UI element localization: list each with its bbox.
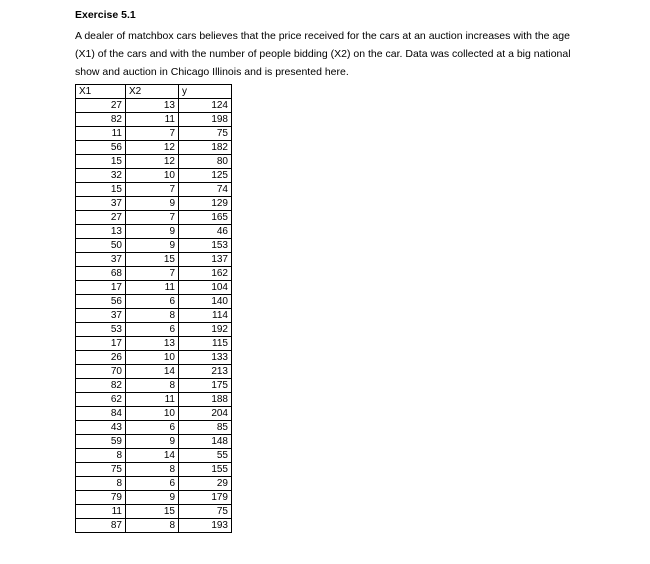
- data-table-container: [75, 84, 232, 533]
- cell-y: 114: [179, 309, 232, 323]
- cell-x2: 11: [126, 281, 179, 295]
- table-row: [76, 127, 232, 141]
- cell-x2: 13: [126, 99, 179, 113]
- cell-y: 115: [179, 337, 232, 351]
- table-row: [76, 505, 232, 519]
- cell-y: 193: [179, 519, 232, 533]
- cell-y: 140: [179, 295, 232, 309]
- cell-x2: 9: [126, 239, 179, 253]
- cell-x1: 11: [76, 127, 126, 141]
- cell-x2: 6: [126, 477, 179, 491]
- cell-y: 198: [179, 113, 232, 127]
- cell-x2: 9: [126, 225, 179, 239]
- cell-x1: 17: [76, 337, 126, 351]
- cell-x1: 59: [76, 435, 126, 449]
- table-row: [76, 379, 232, 393]
- cell-y: 75: [179, 127, 232, 141]
- exercise-title: Exercise 5.1: [75, 9, 136, 21]
- cell-x1: 68: [76, 267, 126, 281]
- cell-x1: 50: [76, 239, 126, 253]
- table-row: [76, 421, 232, 435]
- cell-x2: 6: [126, 295, 179, 309]
- table-row: [76, 393, 232, 407]
- cell-y: 104: [179, 281, 232, 295]
- cell-x1: 53: [76, 323, 126, 337]
- cell-y: 75: [179, 505, 232, 519]
- cell-y: 162: [179, 267, 232, 281]
- column-header-x2: X2: [126, 85, 179, 99]
- cell-x2: 15: [126, 253, 179, 267]
- cell-y: 133: [179, 351, 232, 365]
- cell-x1: 87: [76, 519, 126, 533]
- table-row: [76, 141, 232, 155]
- table-row: [76, 295, 232, 309]
- cell-x2: 9: [126, 435, 179, 449]
- cell-x1: 27: [76, 211, 126, 225]
- exercise-description: A dealer of matchbox cars believes that the price received for the cars at an auction increases with the age (X1) of the cars and with the number of people bidding (X2) on the car. Data was collected at a big national show and auction in Chicago Illinois and is presented here.: [75, 30, 571, 78]
- cell-x1: 37: [76, 197, 126, 211]
- cell-y: 148: [179, 435, 232, 449]
- cell-y: 182: [179, 141, 232, 155]
- cell-x1: 56: [76, 141, 126, 155]
- table-row: [76, 183, 232, 197]
- cell-y: 74: [179, 183, 232, 197]
- table-row: [76, 435, 232, 449]
- cell-x1: 15: [76, 155, 126, 169]
- cell-y: 153: [179, 239, 232, 253]
- cell-y: 124: [179, 99, 232, 113]
- cell-x1: 32: [76, 169, 126, 183]
- cell-x1: 17: [76, 281, 126, 295]
- cell-x2: 8: [126, 519, 179, 533]
- table-row: [76, 477, 232, 491]
- data-table: [75, 84, 232, 533]
- cell-x1: 11: [76, 505, 126, 519]
- table-row: [76, 463, 232, 477]
- cell-x2: 14: [126, 365, 179, 379]
- cell-x2: 15: [126, 505, 179, 519]
- document-page: [75, 8, 635, 531]
- cell-y: 213: [179, 365, 232, 379]
- cell-x2: 7: [126, 127, 179, 141]
- cell-x2: 10: [126, 351, 179, 365]
- cell-x1: 13: [76, 225, 126, 239]
- table-row: [76, 239, 232, 253]
- table-row: [76, 253, 232, 267]
- cell-x2: 7: [126, 267, 179, 281]
- table-row: [76, 309, 232, 323]
- table-row: [76, 323, 232, 337]
- cell-x2: 12: [126, 141, 179, 155]
- table-row: [76, 519, 232, 533]
- table-row: [76, 211, 232, 225]
- cell-x2: 9: [126, 491, 179, 505]
- cell-x1: 27: [76, 99, 126, 113]
- table-row: [76, 337, 232, 351]
- table-row: [76, 407, 232, 421]
- cell-y: 29: [179, 477, 232, 491]
- table-row: [76, 351, 232, 365]
- cell-x1: 15: [76, 183, 126, 197]
- cell-y: 188: [179, 393, 232, 407]
- cell-y: 179: [179, 491, 232, 505]
- cell-x1: 70: [76, 365, 126, 379]
- cell-x2: 9: [126, 197, 179, 211]
- cell-x2: 11: [126, 393, 179, 407]
- cell-x2: 10: [126, 407, 179, 421]
- cell-x2: 8: [126, 463, 179, 477]
- cell-y: 46: [179, 225, 232, 239]
- cell-y: 204: [179, 407, 232, 421]
- cell-x2: 6: [126, 323, 179, 337]
- table-row: [76, 491, 232, 505]
- cell-x1: 75: [76, 463, 126, 477]
- cell-y: 55: [179, 449, 232, 463]
- table-row: [76, 169, 232, 183]
- cell-y: 85: [179, 421, 232, 435]
- cell-x1: 82: [76, 379, 126, 393]
- table-row: [76, 155, 232, 169]
- column-header-x1: X1: [76, 85, 126, 99]
- cell-x1: 26: [76, 351, 126, 365]
- cell-x1: 37: [76, 309, 126, 323]
- cell-x2: 12: [126, 155, 179, 169]
- cell-x1: 8: [76, 449, 126, 463]
- cell-y: 165: [179, 211, 232, 225]
- cell-x1: 79: [76, 491, 126, 505]
- table-row: [76, 113, 232, 127]
- cell-x2: 11: [126, 113, 179, 127]
- cell-x2: 10: [126, 169, 179, 183]
- table-row: [76, 99, 232, 113]
- cell-y: 137: [179, 253, 232, 267]
- cell-y: 192: [179, 323, 232, 337]
- cell-x2: 6: [126, 421, 179, 435]
- cell-x2: 8: [126, 379, 179, 393]
- cell-x2: 13: [126, 337, 179, 351]
- table-header-row: [76, 85, 232, 99]
- table-row: [76, 365, 232, 379]
- cell-y: 155: [179, 463, 232, 477]
- cell-x1: 8: [76, 477, 126, 491]
- cell-y: 175: [179, 379, 232, 393]
- cell-x2: 7: [126, 211, 179, 225]
- cell-x1: 82: [76, 113, 126, 127]
- table-row: [76, 225, 232, 239]
- table-row: [76, 197, 232, 211]
- table-row: [76, 281, 232, 295]
- cell-x1: 37: [76, 253, 126, 267]
- column-header-y: y: [179, 85, 232, 99]
- cell-y: 129: [179, 197, 232, 211]
- cell-x1: 56: [76, 295, 126, 309]
- cell-x2: 7: [126, 183, 179, 197]
- cell-x2: 8: [126, 309, 179, 323]
- cell-y: 125: [179, 169, 232, 183]
- cell-x1: 84: [76, 407, 126, 421]
- cell-x1: 43: [76, 421, 126, 435]
- cell-y: 80: [179, 155, 232, 169]
- table-row: [76, 267, 232, 281]
- cell-x2: 14: [126, 449, 179, 463]
- cell-x1: 62: [76, 393, 126, 407]
- table-row: [76, 449, 232, 463]
